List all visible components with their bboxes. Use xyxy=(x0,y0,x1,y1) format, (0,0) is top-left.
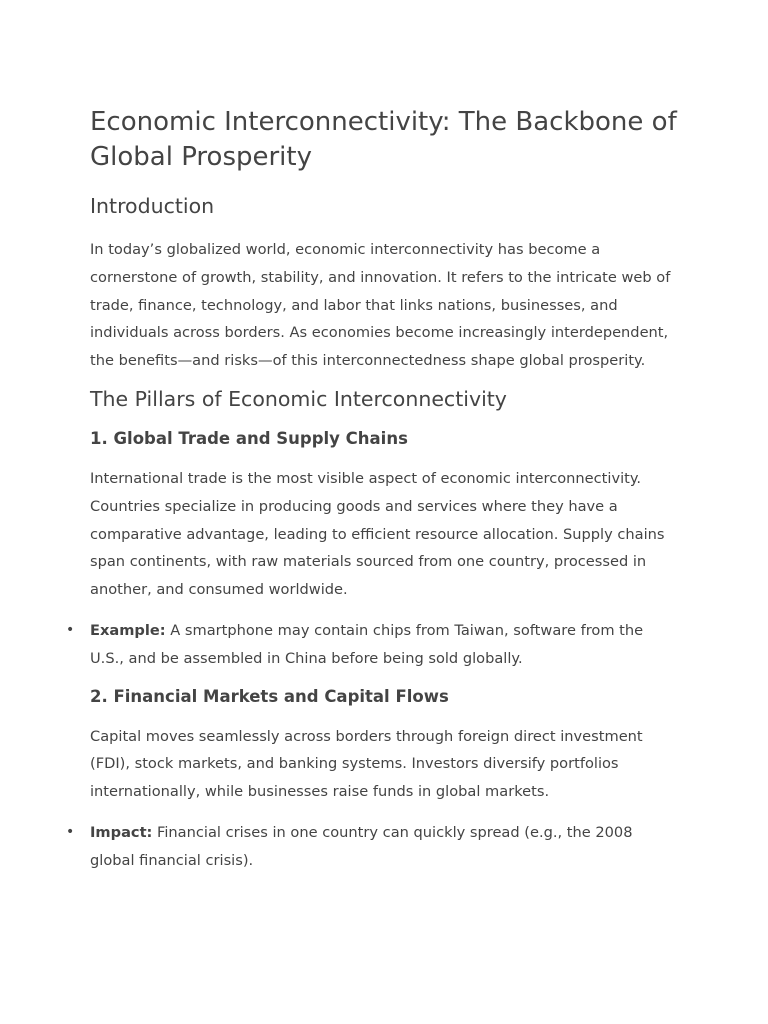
intro-heading: Introduction xyxy=(90,194,215,218)
section-heading-finance: 2. Financial Markets and Capital Flows xyxy=(90,686,449,706)
intro-paragraph: In today’s globalized world, economic interconnectivity has become a cornerstone of growth, stability, and innovation. It refers to the intricate web of trade, finance, technology, and labor that links nations, businesses, and individuals across borders. As economies become increasingly interdependent, the benefits—and risks—of this interconnectedness shape global prosperity. xyxy=(90,241,671,370)
bullet-icon: • xyxy=(66,823,75,840)
bullet-text: Financial crises in one country can quickly spread (e.g., the 2008 global financial crisis). xyxy=(90,823,633,869)
pillars-heading: The Pillars of Economic Interconnectivity xyxy=(90,386,507,411)
bullet-list-trade xyxy=(66,617,680,673)
bullet-list-finance xyxy=(66,819,680,875)
bullet-text: A smartphone may contain chips from Taiwan, software from the U.S., and be assembled in China before being sold globally. xyxy=(90,621,644,667)
section-paragraph-trade: International trade is the most visible aspect of economic interconnectivity. Countries specialize in producing goods and services where they have a comparative advantage, leading to efficient resource allocation. Supply chains span continents, with raw materials sourced from one country, processed in another, and consumed worldwide. xyxy=(90,469,665,599)
bullet-icon: • xyxy=(66,621,75,638)
document-body xyxy=(66,105,680,875)
list-item xyxy=(66,819,680,875)
section-heading-trade: 1. Global Trade and Supply Chains xyxy=(90,428,408,448)
bullet-label: Impact: xyxy=(90,823,153,841)
section-paragraph-finance: Capital moves seamlessly across borders through foreign direct investment (FDI), stock markets, and banking systems. Investors diversify portfolios internationally, while businesses raise funds in global markets. xyxy=(90,727,643,801)
document-title: Economic Interconnectivity: The Backbone of Global Prosperity xyxy=(90,107,677,172)
bullet-label: Example: xyxy=(90,621,166,639)
list-item xyxy=(66,617,680,673)
